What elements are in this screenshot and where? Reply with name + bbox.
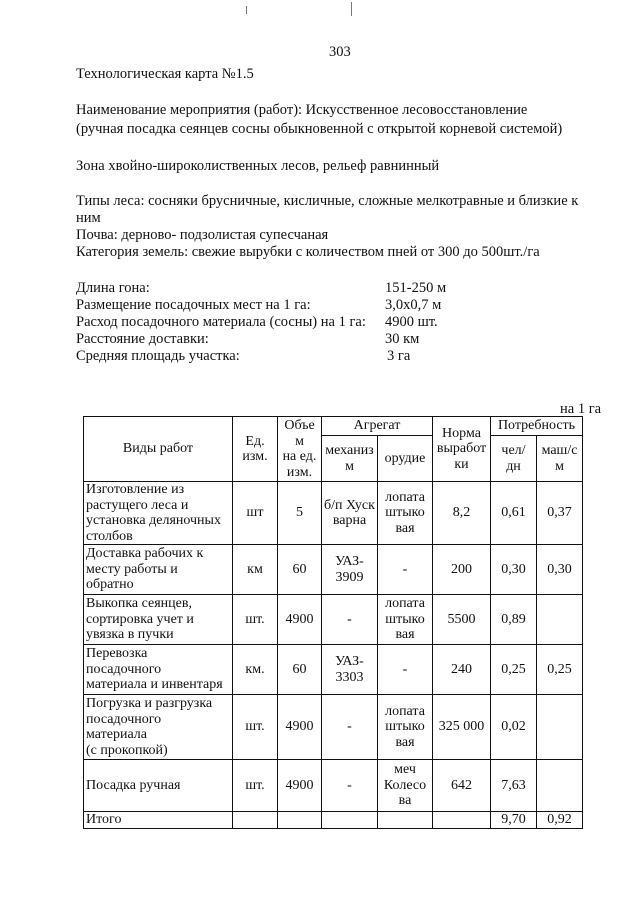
param-label-area: Средняя площадь участка: bbox=[76, 348, 240, 364]
header-aggregate: Агрегат bbox=[322, 417, 433, 436]
unit-cell: км bbox=[233, 545, 278, 595]
norm-cell: 325 000 bbox=[433, 695, 491, 760]
param-value-run-length: 151-250 м bbox=[385, 280, 447, 296]
total-person-days: 9,70 bbox=[491, 812, 537, 829]
header-machine-shifts: маш/с м bbox=[537, 436, 583, 482]
machine-shifts-cell: 0,30 bbox=[537, 545, 583, 595]
table-row bbox=[84, 645, 583, 695]
header-work-types: Виды работ bbox=[84, 417, 233, 482]
total-machine-shifts: 0,92 bbox=[537, 812, 583, 829]
forest-types-line1: Типы леса: сосняки брусничные, кисличные, сложные мелкотравные и близкие к bbox=[76, 193, 579, 209]
mechanism-cell: УАЗ- 3303 bbox=[322, 645, 378, 695]
work-name: Перевозка посадочного материала и инвентаря bbox=[84, 645, 233, 695]
norm-cell: 8,2 bbox=[433, 482, 491, 545]
tool-cell: лопата штыко вая bbox=[378, 595, 433, 645]
zone-line: Зона хвойно-широколиственных лесов, рельеф равнинный bbox=[76, 158, 440, 174]
table-row bbox=[84, 760, 583, 812]
work-name: Изготовление из растущего леса и установка деляночных столбов bbox=[84, 482, 233, 545]
header-need: Потребность bbox=[491, 417, 583, 436]
machine-shifts-cell: 0,25 bbox=[537, 645, 583, 695]
header-tool: орудие bbox=[378, 436, 433, 482]
work-name: Посадка ручная bbox=[84, 760, 233, 812]
volume-cell: 60 bbox=[278, 545, 322, 595]
person-days-cell: 0,30 bbox=[491, 545, 537, 595]
person-days-cell: 0,25 bbox=[491, 645, 537, 695]
unit-cell: шт bbox=[233, 482, 278, 545]
scan-mark-left bbox=[246, 6, 247, 14]
mechanism-cell: - bbox=[322, 760, 378, 812]
total-row bbox=[84, 812, 583, 829]
mechanism-cell: УАЗ- 3909 bbox=[322, 545, 378, 595]
mechanism-cell: - bbox=[322, 695, 378, 760]
machine-shifts-cell bbox=[537, 695, 583, 760]
table-row bbox=[84, 595, 583, 645]
header-mechanism: механиз м bbox=[322, 436, 378, 482]
person-days-cell: 0,61 bbox=[491, 482, 537, 545]
person-days-cell: 0,02 bbox=[491, 695, 537, 760]
param-value-spacing: 3,0х0,7 м bbox=[385, 297, 442, 313]
tool-cell: меч Колесо ва bbox=[378, 760, 433, 812]
work-name: Погрузка и разгрузка посадочного материала (с прокопкой) bbox=[84, 695, 233, 760]
total-label: Итого bbox=[84, 812, 233, 829]
param-value-area: 3 га bbox=[387, 348, 411, 364]
norm-cell: 642 bbox=[433, 760, 491, 812]
mechanism-cell: - bbox=[322, 595, 378, 645]
work-name: Выкопка сеянцев, сортировка учет и увязка в пучки bbox=[84, 595, 233, 645]
volume-cell: 4900 bbox=[278, 760, 322, 812]
norm-cell: 200 bbox=[433, 545, 491, 595]
table-row bbox=[84, 695, 583, 760]
volume-cell: 5 bbox=[278, 482, 322, 545]
norm-cell: 5500 bbox=[433, 595, 491, 645]
param-label-material: Расход посадочного материала (сосны) на 1 га: bbox=[76, 314, 366, 330]
volume-cell: 4900 bbox=[278, 595, 322, 645]
page-number: 303 bbox=[329, 44, 351, 60]
forest-types-line2: ним bbox=[76, 210, 101, 226]
person-days-cell: 7,63 bbox=[491, 760, 537, 812]
header-volume: Объе м на ед. изм. bbox=[278, 417, 322, 482]
person-days-cell: 0,89 bbox=[491, 595, 537, 645]
work-name: Доставка рабочих к месту работы и обратно bbox=[84, 545, 233, 595]
param-label-distance: Расстояние доставки: bbox=[76, 331, 209, 347]
activity-name-line1: Наименование мероприятия (работ): Искусственное лесовосстановление bbox=[76, 102, 528, 118]
land-category-line: Категория земель: свежие вырубки с количеством пней от 300 до 500шт./га bbox=[76, 244, 540, 260]
work-table bbox=[83, 416, 583, 829]
param-label-spacing: Размещение посадочных мест на 1 га: bbox=[76, 297, 311, 313]
tool-cell: лопата штыко вая bbox=[378, 482, 433, 545]
unit-cell: шт. bbox=[233, 595, 278, 645]
unit-cell: шт. bbox=[233, 760, 278, 812]
header-person-days: чел/ дн bbox=[491, 436, 537, 482]
per-hectare-note: на 1 га bbox=[560, 401, 602, 417]
machine-shifts-cell bbox=[537, 760, 583, 812]
header-norm: Норма выработ ки bbox=[433, 417, 491, 482]
tool-cell: лопата штыко вая bbox=[378, 695, 433, 760]
tool-cell: - bbox=[378, 645, 433, 695]
volume-cell: 60 bbox=[278, 645, 322, 695]
machine-shifts-cell bbox=[537, 595, 583, 645]
card-title: Технологическая карта №1.5 bbox=[76, 66, 254, 82]
header-unit: Ед. изм. bbox=[233, 417, 278, 482]
unit-cell: км. bbox=[233, 645, 278, 695]
activity-name-line2: (ручная посадка сеянцев сосны обыкновенной с открытой корневой системой) bbox=[76, 121, 563, 137]
tool-cell: - bbox=[378, 545, 433, 595]
volume-cell: 4900 bbox=[278, 695, 322, 760]
mechanism-cell: б/п Хускварна bbox=[322, 482, 378, 545]
soil-line: Почва: дерново- подзолистая супесчаная bbox=[76, 227, 329, 243]
unit-cell: шт. bbox=[233, 695, 278, 760]
scan-mark-right bbox=[351, 2, 352, 16]
table-row bbox=[84, 545, 583, 595]
table-row bbox=[84, 482, 583, 545]
param-value-distance: 30 км bbox=[385, 331, 420, 347]
machine-shifts-cell: 0,37 bbox=[537, 482, 583, 545]
param-label-run-length: Длина гона: bbox=[76, 280, 150, 296]
norm-cell: 240 bbox=[433, 645, 491, 695]
param-value-material: 4900 шт. bbox=[385, 314, 438, 330]
